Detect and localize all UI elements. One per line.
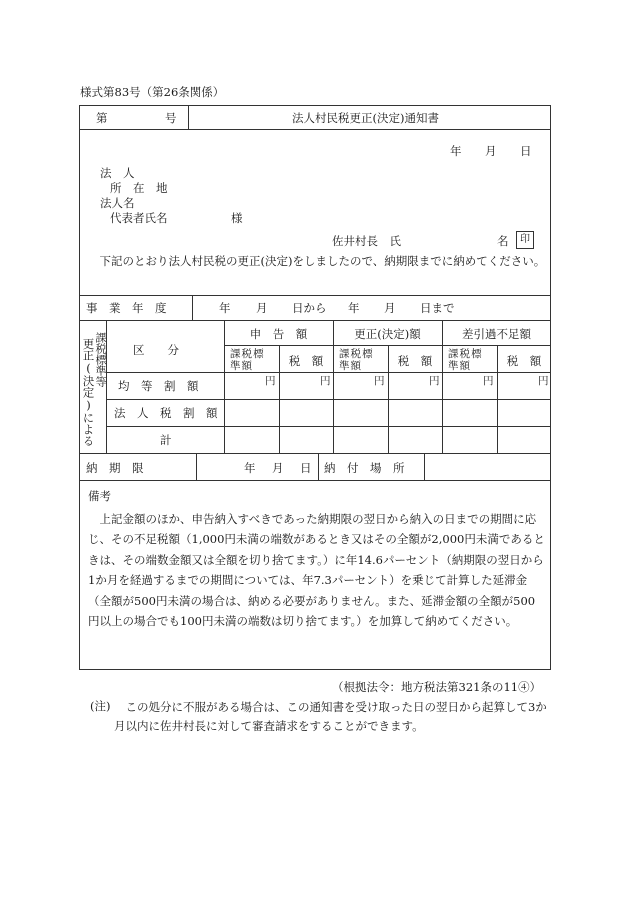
col-group-corrected: 更正(決定)額 bbox=[354, 327, 421, 341]
addressee-sama: 様 bbox=[231, 211, 243, 225]
col-group-declared: 申 告 額 bbox=[249, 327, 308, 341]
yen-unit: 円 bbox=[265, 375, 276, 387]
yen-unit: 円 bbox=[429, 375, 440, 387]
col-group-difference: 差引過不足額 bbox=[462, 327, 531, 341]
fiscal-from-year: 年 bbox=[219, 301, 231, 315]
deadline-year: 年 bbox=[244, 461, 256, 475]
sub-tax-3: 税 額 bbox=[506, 354, 542, 368]
yen-unit: 円 bbox=[320, 375, 331, 387]
fiscal-from-day: 日から bbox=[292, 301, 327, 315]
fiscal-year-label: 事 業 年 度 bbox=[86, 301, 167, 315]
fiscal-to-month: 月 bbox=[384, 301, 396, 315]
issuer-title: 佐井村長 氏 bbox=[332, 234, 401, 248]
sub-basis-2: 課税標準額 bbox=[339, 348, 374, 373]
number-prefix: 第 bbox=[96, 111, 108, 125]
sub-basis-3: 課税標準額 bbox=[448, 348, 483, 373]
seal-mark: 印 bbox=[516, 231, 534, 249]
legal-basis: （根拠法令：地方税法第321条の11④） bbox=[332, 680, 542, 694]
remarks-heading: 備考 bbox=[88, 489, 111, 503]
yen-unit: 円 bbox=[538, 375, 549, 387]
sub-tax-2: 税 額 bbox=[397, 354, 433, 368]
yen-unit: 円 bbox=[483, 375, 494, 387]
date-day: 日 bbox=[520, 144, 532, 158]
addressee-corp: 法 人 bbox=[100, 166, 135, 180]
sub-basis-1: 課税標準額 bbox=[230, 348, 265, 373]
payment-place-label: 納 付 場 所 bbox=[324, 461, 405, 475]
fiscal-to-year: 年 bbox=[348, 301, 360, 315]
addressee-rep-name: 代表者氏名 bbox=[110, 211, 168, 225]
kubun-header: 区 分 bbox=[133, 343, 179, 357]
fiscal-to-day: 日まで bbox=[420, 301, 455, 315]
date-month: 月 bbox=[485, 144, 497, 158]
sub-tax-1: 税 額 bbox=[288, 354, 324, 368]
note-label: (注) bbox=[90, 699, 111, 713]
row-label-per-capita: 均 等 割 額 bbox=[118, 379, 199, 393]
deadline-month: 月 bbox=[272, 461, 284, 475]
addressee-location: 所 在 地 bbox=[110, 181, 168, 195]
note-text: この処分に不服がある場合は、この通知書を受け取った日の翌日から起算して3か月以内に佐井村長に対して審査請求をすることができます。 bbox=[114, 700, 547, 733]
date-year: 年 bbox=[450, 144, 462, 158]
side-label: 更正(決定)による bbox=[81, 338, 96, 447]
deadline-day: 日 bbox=[300, 461, 312, 475]
basis-label: 課税標準等 bbox=[94, 332, 107, 387]
yen-unit: 円 bbox=[374, 375, 385, 387]
issuer-name: 名 bbox=[497, 234, 509, 248]
row-label-total: 計 bbox=[160, 433, 172, 447]
fiscal-from-month: 月 bbox=[256, 301, 268, 315]
document-title: 法人村民税更正(決定)通知書 bbox=[292, 111, 439, 125]
row-label-corp-tax: 法 人 税 割 額 bbox=[114, 406, 218, 420]
addressee-corp-name: 法人名 bbox=[100, 196, 135, 210]
form-label: 様式第83号（第26条関係） bbox=[80, 85, 225, 99]
intro-text: 下記のとおり法人村民税の更正(決定)をしましたので、納期限までに納めてください。 bbox=[99, 254, 546, 268]
number-suffix: 号 bbox=[165, 111, 177, 125]
deadline-label: 納 期 限 bbox=[86, 461, 144, 475]
remarks-text: 上記金額のほか、申告納入すべきであった納期限の翌日から納入の日までの期間に応じ、その不足税額（1,000円未満の端数があるとき又はその全額が2,000円未満であるときは、その端数金額又は全額を切り捨てます。）に年14.6パーセント（納期限の翌日から1か月を経過するまでの期間については、年7.3パーセント）を乗じて計算した延滞金（全額が500円未満の場合は、納める必要がありません。また、延滞金額の全額が500円以上の場合でも100円未満の端数は切り捨てます。）を加算して納めてください。 bbox=[88, 512, 545, 629]
